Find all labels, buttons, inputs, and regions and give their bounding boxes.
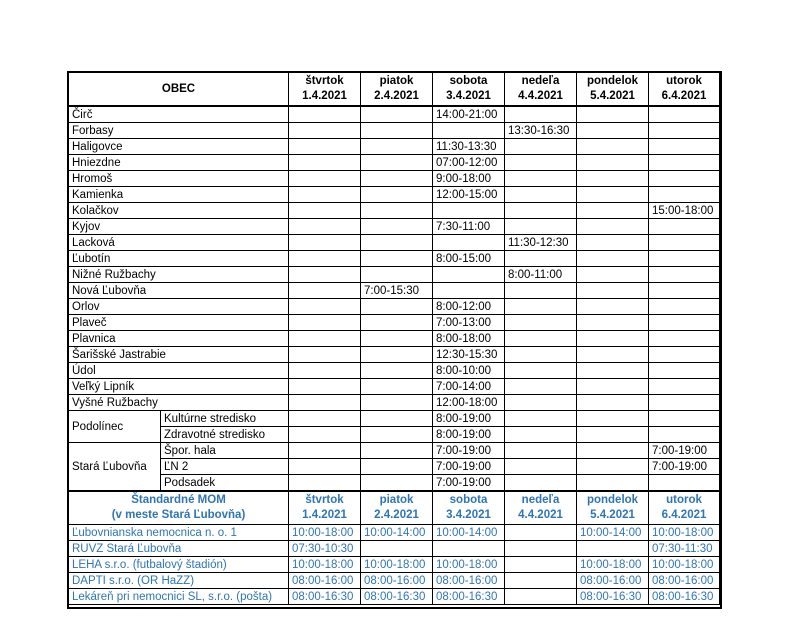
- time-cell: [505, 139, 577, 155]
- time-cell: 7:00-19:00: [649, 443, 720, 459]
- municipality-name: Forbasy: [69, 123, 289, 139]
- header-row: [69, 73, 720, 107]
- day-name: piatok: [379, 75, 414, 87]
- day-name: pondelok: [586, 494, 639, 506]
- municipality-name: Plaveč: [69, 315, 289, 331]
- time-cell: 8:00-19:00: [433, 427, 505, 443]
- time-cell: [289, 395, 361, 411]
- time-cell: [289, 347, 361, 363]
- table-row: [69, 139, 720, 155]
- sub-location-name: Špor. hala: [161, 443, 289, 459]
- table-row: [69, 203, 720, 219]
- table-row: [69, 106, 720, 123]
- table-row: [69, 475, 720, 492]
- time-cell: [649, 155, 720, 171]
- table-row: [69, 459, 720, 475]
- mom-day-header: [289, 491, 361, 525]
- table-row: [69, 235, 720, 251]
- time-cell: 7:00-19:00: [433, 475, 505, 492]
- time-cell: [505, 155, 577, 171]
- mom-site-name: Ľubovnianska nemocnica n. o. 1: [69, 525, 289, 541]
- time-cell: 7:00-19:00: [433, 443, 505, 459]
- time-cell: 7:00-14:00: [433, 379, 505, 395]
- sub-location-name: Kultúrne stredisko: [161, 411, 289, 427]
- time-cell: [361, 379, 433, 395]
- municipality-name: Kolačkov: [69, 203, 289, 219]
- day-name: sobota: [449, 75, 488, 87]
- time-cell: 08:00-16:30: [649, 589, 720, 605]
- time-cell: 12:30-15:30: [433, 347, 505, 363]
- municipality-name: Veľký Lipník: [69, 379, 289, 395]
- time-cell: 13:30-16:30: [505, 123, 577, 139]
- time-cell: 10:00-14:00: [433, 525, 505, 541]
- time-cell: 8:00-18:00: [433, 331, 505, 347]
- time-cell: [361, 106, 433, 123]
- time-cell: [505, 219, 577, 235]
- day-header: [505, 73, 577, 107]
- time-cell: [361, 187, 433, 203]
- time-cell: [361, 219, 433, 235]
- time-cell: [649, 283, 720, 299]
- sub-location-name: ĽN 2: [161, 459, 289, 475]
- time-cell: [649, 427, 720, 443]
- time-cell: 8:00-15:00: [433, 251, 505, 267]
- mom-day-header: [649, 491, 720, 525]
- time-cell: [649, 139, 720, 155]
- time-cell: [361, 251, 433, 267]
- municipality-name: Šarišské Jastrabie: [69, 347, 289, 363]
- municipality-name: Kamienka: [69, 187, 289, 203]
- time-cell: 07:00-12:00: [433, 155, 505, 171]
- day-name: utorok: [666, 75, 702, 87]
- time-cell: [577, 411, 649, 427]
- time-cell: [289, 331, 361, 347]
- day-name: pondelok: [586, 75, 639, 87]
- table-row: [69, 219, 720, 235]
- time-cell: 7:00-15:30: [361, 283, 433, 299]
- time-cell: [649, 379, 720, 395]
- time-cell: [577, 155, 649, 171]
- time-cell: 08:00-16:30: [577, 589, 649, 605]
- time-cell: [577, 171, 649, 187]
- table-row: [69, 283, 720, 299]
- municipality-name: Haligovce: [69, 139, 289, 155]
- day-date: 1.4.2021: [302, 509, 347, 521]
- table-row: [69, 443, 720, 459]
- time-cell: [505, 427, 577, 443]
- municipality-name: Hromoš: [69, 171, 289, 187]
- time-cell: [505, 106, 577, 123]
- time-cell: [649, 219, 720, 235]
- time-cell: [361, 459, 433, 475]
- time-cell: 10:00-14:00: [361, 525, 433, 541]
- time-cell: [505, 443, 577, 459]
- time-cell: 08:00-16:00: [577, 573, 649, 589]
- time-cell: [577, 315, 649, 331]
- time-cell: 8:00-10:00: [433, 363, 505, 379]
- time-cell: 7:00-19:00: [649, 459, 720, 475]
- time-cell: 10:00-18:00: [289, 557, 361, 573]
- time-cell: [649, 347, 720, 363]
- time-cell: [649, 187, 720, 203]
- day-date: 2.4.2021: [374, 509, 419, 521]
- mom-site-name: LEHA s.r.o. (futbalový štadión): [69, 557, 289, 573]
- time-cell: [361, 411, 433, 427]
- time-cell: [649, 331, 720, 347]
- time-cell: [505, 331, 577, 347]
- time-cell: 7:00-19:00: [433, 459, 505, 475]
- mom-day-header: [433, 491, 505, 525]
- time-cell: [505, 411, 577, 427]
- time-cell: [289, 155, 361, 171]
- time-cell: [649, 235, 720, 251]
- time-cell: 14:00-21:00: [433, 106, 505, 123]
- time-cell: [505, 557, 577, 573]
- time-cell: [361, 363, 433, 379]
- municipality-name: Lacková: [69, 235, 289, 251]
- time-cell: [505, 541, 577, 557]
- time-cell: 8:00-11:00: [505, 267, 577, 283]
- time-cell: 10:00-14:00: [577, 525, 649, 541]
- mom-site-name: DAPTI s.r.o. (OR HaZZ): [69, 573, 289, 589]
- table-row: [69, 171, 720, 187]
- time-cell: 8:00-12:00: [433, 299, 505, 315]
- time-cell: [361, 155, 433, 171]
- table-row: [69, 123, 720, 139]
- table-row: [69, 155, 720, 171]
- table-row: [69, 379, 720, 395]
- time-cell: [505, 187, 577, 203]
- time-cell: 15:00-18:00: [649, 203, 720, 219]
- municipality-name: Orlov: [69, 299, 289, 315]
- time-cell: [577, 459, 649, 475]
- time-cell: 10:00-18:00: [649, 557, 720, 573]
- time-cell: [433, 541, 505, 557]
- day-header: [649, 73, 720, 107]
- day-header: [577, 73, 649, 107]
- table-row: [69, 251, 720, 267]
- time-cell: [289, 411, 361, 427]
- day-name: nedeľa: [521, 494, 560, 506]
- time-cell: [433, 123, 505, 139]
- time-cell: 9:00-18:00: [433, 171, 505, 187]
- time-cell: [577, 395, 649, 411]
- mom-title-line2: (v meste Stará Ľubovňa): [111, 509, 246, 521]
- time-cell: [577, 251, 649, 267]
- time-cell: 08:00-16:00: [289, 573, 361, 589]
- time-cell: [649, 363, 720, 379]
- municipality-name: Nová Ľubovňa: [69, 283, 289, 299]
- table-row: [69, 363, 720, 379]
- time-cell: [289, 187, 361, 203]
- mom-header-row: [69, 491, 720, 525]
- time-cell: [649, 171, 720, 187]
- time-cell: [289, 443, 361, 459]
- table-row: [69, 187, 720, 203]
- mom-title-line1: Štandardné MOM: [131, 494, 226, 506]
- time-cell: [505, 299, 577, 315]
- time-cell: 7:30-11:00: [433, 219, 505, 235]
- time-cell: 10:00-18:00: [361, 557, 433, 573]
- day-date: 3.4.2021: [446, 509, 491, 521]
- table-row: [69, 267, 720, 283]
- time-cell: [577, 139, 649, 155]
- time-cell: [289, 219, 361, 235]
- time-cell: [433, 203, 505, 219]
- day-date: 5.4.2021: [590, 509, 635, 521]
- time-cell: [577, 427, 649, 443]
- time-cell: [505, 315, 577, 331]
- time-cell: [289, 267, 361, 283]
- time-cell: [289, 427, 361, 443]
- time-cell: 08:00-16:00: [433, 573, 505, 589]
- time-cell: 10:00-18:00: [649, 525, 720, 541]
- time-cell: [289, 123, 361, 139]
- time-cell: [289, 139, 361, 155]
- time-cell: 12:00-15:00: [433, 187, 505, 203]
- municipality-name: Ľubotín: [69, 251, 289, 267]
- time-cell: [361, 443, 433, 459]
- day-name: štvrtok: [305, 75, 344, 87]
- time-cell: [577, 443, 649, 459]
- time-cell: [577, 267, 649, 283]
- time-cell: [433, 283, 505, 299]
- group-name: Podolínec: [69, 411, 161, 443]
- time-cell: [505, 525, 577, 541]
- time-cell: [289, 299, 361, 315]
- time-cell: [361, 203, 433, 219]
- time-cell: [649, 106, 720, 123]
- day-date: 5.4.2021: [590, 90, 635, 102]
- time-cell: [577, 187, 649, 203]
- mom-row: [69, 589, 720, 605]
- mom-row: [69, 573, 720, 589]
- time-cell: [505, 475, 577, 492]
- schedule-table: [68, 72, 720, 605]
- municipality-name: Čirč: [69, 106, 289, 123]
- time-cell: [505, 171, 577, 187]
- time-cell: [505, 395, 577, 411]
- time-cell: [577, 363, 649, 379]
- time-cell: [649, 411, 720, 427]
- day-name: nedeľa: [521, 75, 560, 87]
- day-header: [289, 73, 361, 107]
- day-date: 4.4.2021: [518, 90, 563, 102]
- time-cell: [289, 235, 361, 251]
- municipality-name: Kyjov: [69, 219, 289, 235]
- mom-row: [69, 557, 720, 573]
- day-date: 2.4.2021: [374, 90, 419, 102]
- time-cell: [577, 203, 649, 219]
- time-cell: [289, 171, 361, 187]
- table-row: [69, 347, 720, 363]
- time-cell: [505, 589, 577, 605]
- time-cell: 07:30-11:30: [649, 541, 720, 557]
- sub-location-name: Zdravotné stredisko: [161, 427, 289, 443]
- mom-day-header: [361, 491, 433, 525]
- day-name: piatok: [379, 494, 414, 506]
- mom-day-header: [577, 491, 649, 525]
- time-cell: 7:00-13:00: [433, 315, 505, 331]
- time-cell: [505, 573, 577, 589]
- day-date: 1.4.2021: [302, 90, 347, 102]
- day-header: [433, 73, 505, 107]
- sub-location-name: Podsadek: [161, 475, 289, 492]
- time-cell: [361, 267, 433, 283]
- municipality-name: Plavnica: [69, 331, 289, 347]
- time-cell: [505, 363, 577, 379]
- time-cell: [361, 395, 433, 411]
- mom-day-header: [505, 491, 577, 525]
- table-row: [69, 299, 720, 315]
- time-cell: [361, 235, 433, 251]
- time-cell: [577, 331, 649, 347]
- time-cell: [649, 475, 720, 492]
- municipality-name: Vyšné Ružbachy: [69, 395, 289, 411]
- municipality-name: Údol: [69, 363, 289, 379]
- time-cell: 12:00-18:00: [433, 395, 505, 411]
- day-name: sobota: [449, 494, 488, 506]
- table-row: [69, 395, 720, 411]
- municipality-name: Nižné Ružbachy: [69, 267, 289, 283]
- time-cell: [361, 171, 433, 187]
- time-cell: [289, 283, 361, 299]
- time-cell: [649, 315, 720, 331]
- time-cell: [577, 235, 649, 251]
- time-cell: 10:00-18:00: [289, 525, 361, 541]
- time-cell: [361, 347, 433, 363]
- time-cell: [649, 251, 720, 267]
- time-cell: [361, 123, 433, 139]
- time-cell: [289, 475, 361, 492]
- time-cell: [505, 459, 577, 475]
- mom-row: [69, 541, 720, 557]
- mom-title: [69, 491, 289, 525]
- time-cell: [505, 203, 577, 219]
- time-cell: [289, 459, 361, 475]
- time-cell: [361, 315, 433, 331]
- time-cell: [577, 379, 649, 395]
- time-cell: [505, 379, 577, 395]
- time-cell: [649, 123, 720, 139]
- time-cell: 11:30-12:30: [505, 235, 577, 251]
- time-cell: [289, 203, 361, 219]
- day-date: 6.4.2021: [661, 90, 707, 102]
- table-row: [69, 331, 720, 347]
- group-name: Stará Ľubovňa: [69, 443, 161, 492]
- day-date: 4.4.2021: [518, 509, 563, 521]
- time-cell: [289, 251, 361, 267]
- day-header: [361, 73, 433, 107]
- time-cell: [289, 315, 361, 331]
- table-row: [69, 411, 720, 427]
- time-cell: 08:00-16:30: [289, 589, 361, 605]
- time-cell: [433, 235, 505, 251]
- time-cell: [289, 379, 361, 395]
- time-cell: [577, 123, 649, 139]
- time-cell: [649, 267, 720, 283]
- time-cell: [649, 395, 720, 411]
- time-cell: [361, 541, 433, 557]
- time-cell: [361, 331, 433, 347]
- time-cell: [361, 427, 433, 443]
- day-name: utorok: [666, 494, 702, 506]
- time-cell: [289, 363, 361, 379]
- day-date: 6.4.2021: [661, 509, 707, 521]
- time-cell: [505, 347, 577, 363]
- table-row: [69, 315, 720, 331]
- time-cell: 08:00-16:30: [361, 589, 433, 605]
- time-cell: [505, 251, 577, 267]
- day-date: 3.4.2021: [446, 90, 491, 102]
- mom-site-name: Lekáreň pri nemocnici SL, s.r.o. (pošta): [69, 589, 289, 605]
- time-cell: [577, 283, 649, 299]
- time-cell: [289, 106, 361, 123]
- time-cell: 11:30-13:30: [433, 139, 505, 155]
- municipality-name: Hniezdne: [69, 155, 289, 171]
- time-cell: [577, 541, 649, 557]
- table-row: [69, 427, 720, 443]
- time-cell: 07:30-10:30: [289, 541, 361, 557]
- time-cell: 10:00-18:00: [433, 557, 505, 573]
- mom-site-name: RUVZ Stará Ľubovňa: [69, 541, 289, 557]
- time-cell: [505, 283, 577, 299]
- time-cell: [577, 106, 649, 123]
- time-cell: 10:00-18:00: [577, 557, 649, 573]
- time-cell: [577, 299, 649, 315]
- time-cell: 08:00-16:00: [361, 573, 433, 589]
- time-cell: [361, 299, 433, 315]
- day-name: štvrtok: [305, 494, 344, 506]
- time-cell: 8:00-19:00: [433, 411, 505, 427]
- time-cell: 08:00-16:30: [433, 589, 505, 605]
- time-cell: [361, 475, 433, 492]
- time-cell: [433, 267, 505, 283]
- time-cell: [649, 299, 720, 315]
- time-cell: 08:00-16:00: [649, 573, 720, 589]
- time-cell: [577, 475, 649, 492]
- time-cell: [577, 219, 649, 235]
- time-cell: [361, 139, 433, 155]
- time-cell: [577, 347, 649, 363]
- obec-header: OBEC: [69, 73, 289, 107]
- mom-row: [69, 525, 720, 541]
